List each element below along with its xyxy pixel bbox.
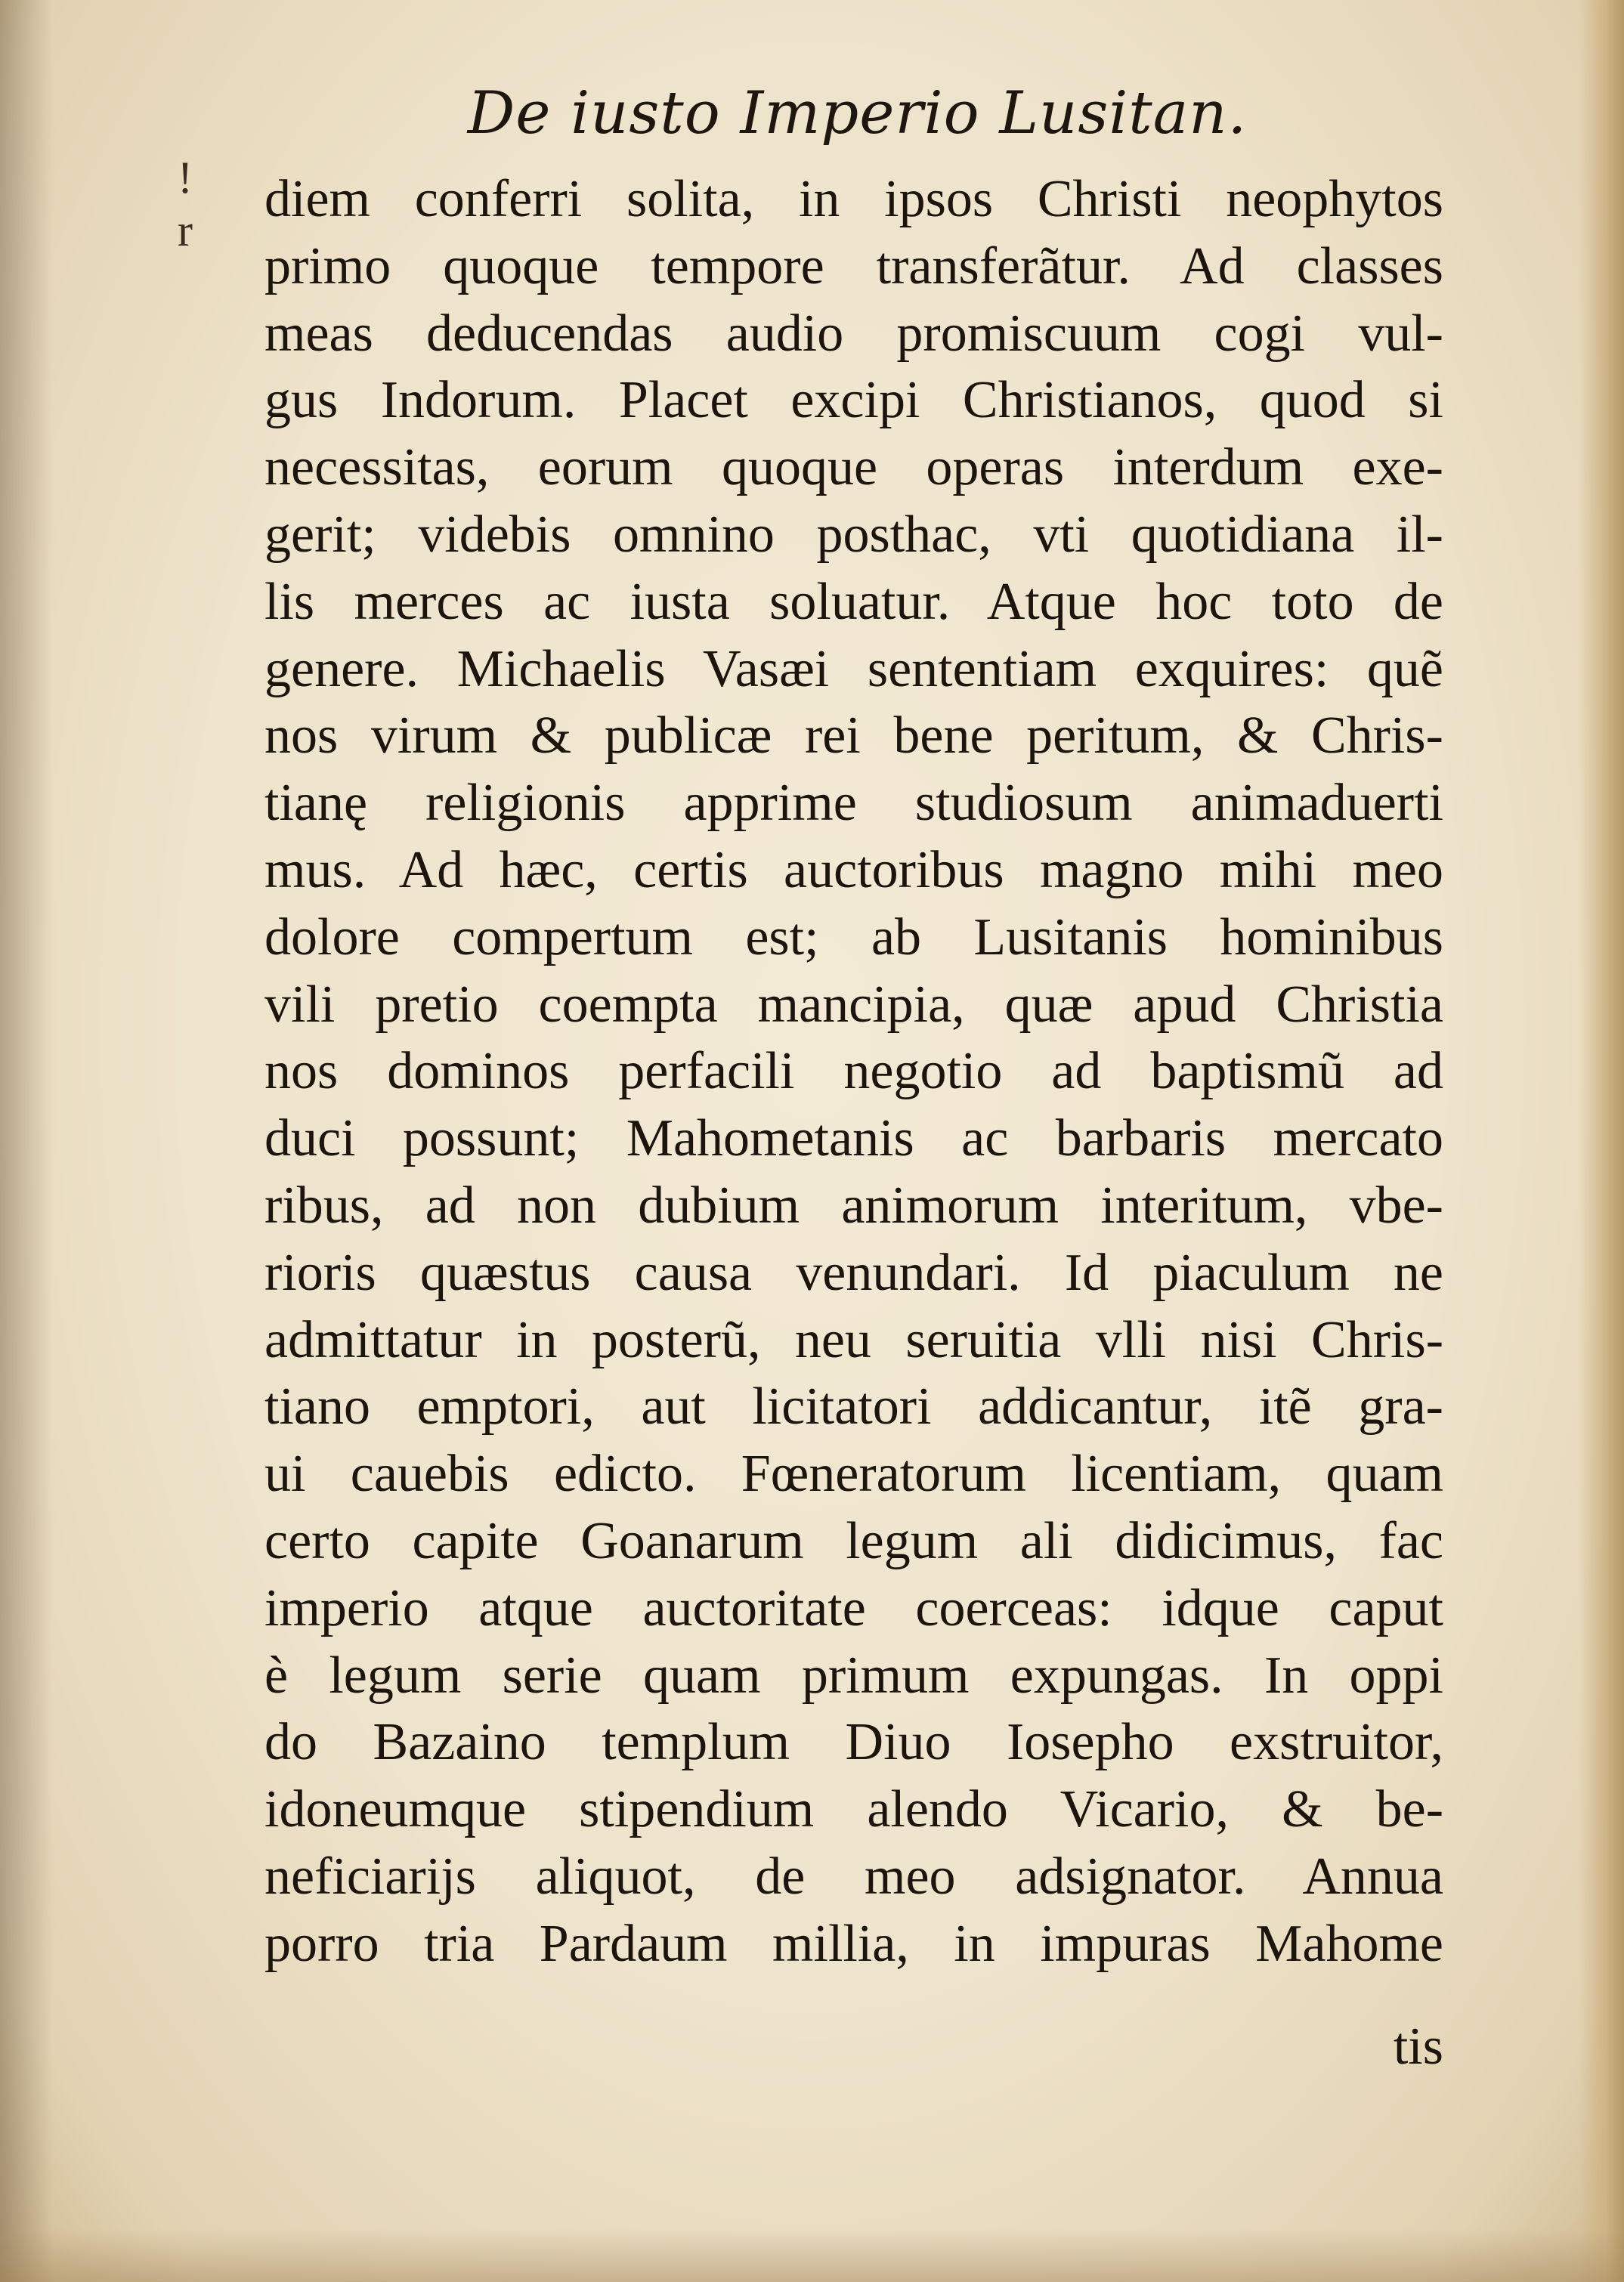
text-line: tiano emptori, aut licitatori addicantur, itẽ gra-: [264, 1378, 1443, 1436]
margin-mark: !: [178, 153, 193, 203]
text-line: nos dominos perfacili negotio ad baptismũ ad: [264, 1042, 1443, 1101]
text-line: admittatur in posterũ, neu seruitia vlli nisi Chris-: [264, 1310, 1443, 1369]
text-line: è legum serie quam primum expungas. In oppi: [264, 1646, 1443, 1705]
text-line: vili pretio coempta mancipia, quæ apud Christia: [264, 975, 1443, 1034]
text-line: gus Indorum. Placet excipi Christianos, quod si: [264, 371, 1443, 430]
text-line: certo capite Goanarum legum ali didicimus, fac: [264, 1511, 1443, 1570]
page-edge-right: [1579, 0, 1624, 2282]
text-line: tianę religionis apprime studiosum animaduerti: [264, 774, 1443, 833]
text-line: duci possunt; Mahometanis ac barbaris mercato: [264, 1109, 1443, 1168]
text-line: lis merces ac iusta soluatur. Atque hoc toto de: [264, 572, 1443, 631]
text-line: mus. Ad hæc, certis auctoribus magno mihi meo: [264, 840, 1443, 899]
text-line: do Bazaino templum Diuo Iosepho exstruitor,: [264, 1713, 1443, 1772]
margin-marks: [178, 151, 193, 257]
text-line: meas deducendas audio promiscuum cogi vul-: [264, 304, 1443, 363]
text-line: dolore compertum est; ab Lusitanis hominibus: [264, 908, 1443, 966]
running-title: [0, 79, 1624, 147]
text-line: diem conferri solita, in ipsos Christi neophytos: [264, 170, 1443, 228]
text-line: nos virum & publicæ rei bene peritum, & Chris-: [264, 707, 1443, 765]
text-line: porro tria Pardaum millia, in impuras Mahome: [264, 1914, 1443, 1973]
text-line: ui cauebis edicto. Fœneratorum licentiam, quam: [264, 1445, 1443, 1504]
text-line: idoneumque stipendium alendo Vicario, & be-: [264, 1780, 1443, 1839]
text-line: genere. Michaelis Vasæi sententiam exquires: quẽ: [264, 639, 1443, 698]
text-line: imperio atque auctoritate coerceas: idque caput: [264, 1579, 1443, 1637]
gutter-shadow: [0, 0, 53, 2282]
body-text: [264, 166, 1443, 1978]
text-line: necessitas, eorum quoque operas interdum exe-: [264, 438, 1443, 497]
text-line: neficiarijs aliquot, de meo adsignator. Annua: [264, 1847, 1443, 1906]
margin-mark: r: [178, 206, 193, 255]
text-line: primo quoque tempore transferãtur. Ad classes: [264, 237, 1443, 295]
running-title-text: De iusto Imperio Lusitan.: [467, 79, 1248, 147]
text-line: gerit; videbis omnino posthac, vti quotidiana il-: [264, 505, 1443, 564]
catchword: tis: [1393, 2018, 1443, 2076]
page-edge-bottom: [0, 2229, 1624, 2282]
text-line: ribus, ad non dubium animorum interitum, vbe-: [264, 1176, 1443, 1235]
text-line: rioris quæstus causa venundari. Id piaculum ne: [264, 1243, 1443, 1302]
